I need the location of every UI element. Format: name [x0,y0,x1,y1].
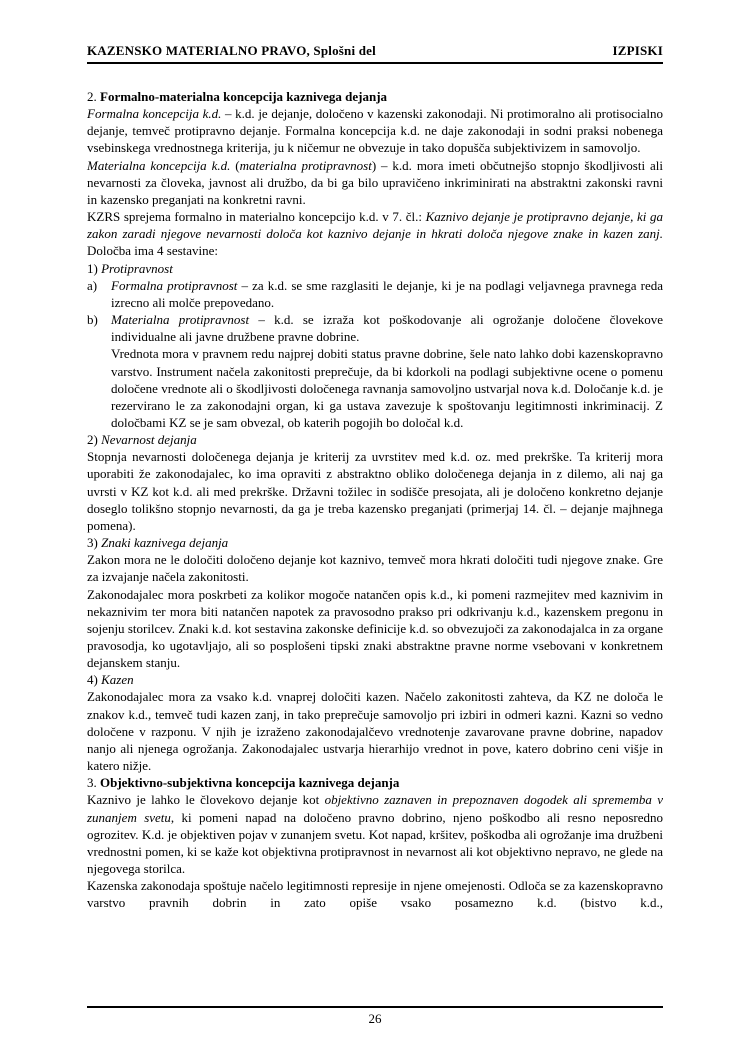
list-marker: a) [87,277,98,293]
text-segment: 2. [87,89,100,104]
text-segment: Zakonodajalec mora za vsako k.d. vnaprej določiti kazen. Načelo zakonitosti zahteva, da KZ ne določa le znakov k.d., temveč tudi kazen zanj, in tako preprečuje samovoljo pri izbiri in odmeri kazni. Kazni so vedno določene v razponu. V njih je izraženo zakonodajalčevo vrednotenje zavarovane pravne dobrine, napadov nanjo ali njenega ogrožanja. Zakonodajalec ustvarja hierarhijo vrednot in pove, katero dobrino ceni višje in katero nižje. [87,689,663,774]
text-segment: – za k.d. se sme razglasiti le dejanje, ki je na podlagi veljavnega pravnega reda izrecno ali molče prepovedano. [111,277,663,310]
paragraph [87,586,663,672]
text-segment: Nevarnost dejanja [101,432,197,448]
text-segment: Vrednota mora v pravnem redu najprej dobiti status pravne dobrine, šele nato lahko dobi kazenskopravno varstvo. Instrument načela zakonitosti preprečuje, da bi kdorkoli na podlagi subjektivne ocene o pomenu določene vrednote ali o škodljivosti določenega ravnanja samovoljno ustvarjal nova k.d. Določanje k.d. je rezervirano le za zakonodajni organ, ki ga ustava zavezuje k spoštovanju legitimnosti inkriminacij. Z določbami KZ se je sam obvezal, ob katerih pogojih bo določal k.d. [111,346,663,430]
paragraph [87,551,663,585]
paragraph [87,345,663,431]
text-segment: Zakonodajalec mora poskrbeti za kolikor mogoče natančen opis k.d., ki pomeni razmejitev med kaznivim in nekaznivim ter mora biti natančen napotek za pravosodno prakso pri odkrivanju k.d., kazenskem pregonu in sojenju storilcev. Znaki k.d. kot sestavina zakonske definicije k.d. so obvezujoči za zakonodajalca in za organe pravosodja, ko ugotavljajo, ali so posplošeni tipski znaki abstraktne pravne norme vsebovani v konkretnem dejanskem stanju. [87,586,663,671]
text-segment: 3) [87,535,102,551]
document-body [87,88,663,912]
text-segment: Stopnja nevarnosti določenega dejanja je kriterij za uvrstitev med k.d. oz. med prekrške. Ta kriterij mora uporabiti že zakonodajalec, ko ima opraviti z abstraktno obliko določenega dejanja in z dilemo, ali naj ga uvrsti v KZ kot k.d. ali med prekrške. Državni tožilec in sodišče presojata, ali je določeno konkretno dejanje doseglo tolikšno stopnjo nevarnosti, da ga je treba kazensko preganjati (primerjaj 14. čl. – dejanje majhnega pomena). [87,449,663,533]
paragraph [87,877,663,911]
paragraph [87,260,663,277]
header-title: KAZENSKO MATERIALNO PRAVO, Splošni del [87,43,376,58]
text-segment: materialna protipravnost [239,157,372,173]
text-segment: KZRS sprejema formalno in materialno koncepcijo k.d. v 7. čl.: [87,209,426,225]
text-segment: Zakon mora ne le določiti določeno dejanje kot kaznivo, temveč mora hkrati določiti tudi njegove znake. Gre za izvajanje načela zakonitosti. [87,552,663,585]
text-segment: Protipravnost [101,260,173,276]
paragraph [87,105,663,156]
paragraph [87,534,663,551]
text-segment: Kaznivo dejanje je protipravno dejanje, ki ga zakon zaradi njegove nevarnosti določa kot kaznivo dejanje in hkrati določa njegove znake in kazen zanj. [87,209,663,242]
text-segment: Formalna koncepcija k.d. [87,106,222,122]
paragraph [87,791,663,877]
paragraph [87,448,663,534]
text-segment: Znaki kaznivega dejanja [101,535,229,551]
text-segment: Formalno-materialna koncepcija kaznivega dejanja [100,89,388,104]
text-segment: Kazen [101,672,134,688]
text-segment: Kazenska zakonodaja spoštuje načelo legitimnosti represije in njene omejenosti. Odloča se za kazenskopravno varstvo pravnih dobrin in zato opiše vsako posamezno k.d. (bistvo k.d., [87,878,663,911]
paragraph [87,157,663,208]
text-segment: – k.d. je dejanje, določeno v kazenski zakonodaji. Ni protimoralno ali protisocialno dejanje, temveč protipravno dejanje. Formalna koncepcija k.d. ne daje zakonodaji in sodni praksi nobenega vsebinskega vrednostnega kriterija, ju k ničemur ne obvezuje in tako dopušča subjektivizem in samovoljo. [87,106,663,156]
text-segment: ) – k.d. mora imeti občutnejšo stopnjo škodljivosti ali nevarnosti za človeka, javnost ali družbo, da bi ga bilo upravičeno inkriminirati na abstraktni zakonski ravni in kazensko preganjati na konkretni ravni. [87,157,663,207]
text-segment: 2) [87,432,102,448]
text-segment: 4) [87,672,102,688]
page-footer [87,1006,663,1027]
paragraph [87,688,663,774]
text-segment: 1) [87,260,102,276]
list-marker: b) [87,312,98,328]
paragraph [87,671,663,688]
page-header [87,43,663,64]
text-segment: , ki pomeni napad na določeno pravno dobrino, njeno poškodbo ali resno neposredno ogrozitev. K.d. je objektiven pojav v zunanjem svetu. Kot napad, kršitev, poškodba ali ogrožanje ima družbeni vrednostni pomen, ki se kaže kot objektivna protipravnost in nevarnost ali kot objektivno nepravo, ne glede na njegovega storilca. [87,809,663,877]
text-segment: Formalna protipravnost [111,277,238,293]
paragraph [87,774,663,791]
paragraph [87,277,663,311]
text-segment: Materialna koncepcija k.d. [87,157,231,173]
text-segment: 3. [87,775,100,791]
text-segment: Določba ima 4 sestavine: [87,243,219,259]
header-label: IZPISKI [612,43,663,58]
text-segment: objektivno zaznaven in prepoznaven dogodek ali sprememba v zunanjem svetu [87,792,663,825]
paragraph [87,88,663,105]
paragraph [87,311,663,345]
page-number: 26 [368,1011,382,1026]
paragraph [87,431,663,448]
text-segment: Objektivno-subjektivna koncepcija kaznivega dejanja [100,775,400,791]
text-segment: Kaznivo je lahko le človekovo dejanje kot [87,792,325,808]
text-segment: ( [230,157,240,173]
paragraph [87,208,663,259]
text-segment: – k.d. se izraža kot poškodovanje ali ogrožanje določene človekove individualne ali javne družbene pravne dobrine. [111,312,663,345]
text-segment: Materialna protipravnost [111,312,250,328]
